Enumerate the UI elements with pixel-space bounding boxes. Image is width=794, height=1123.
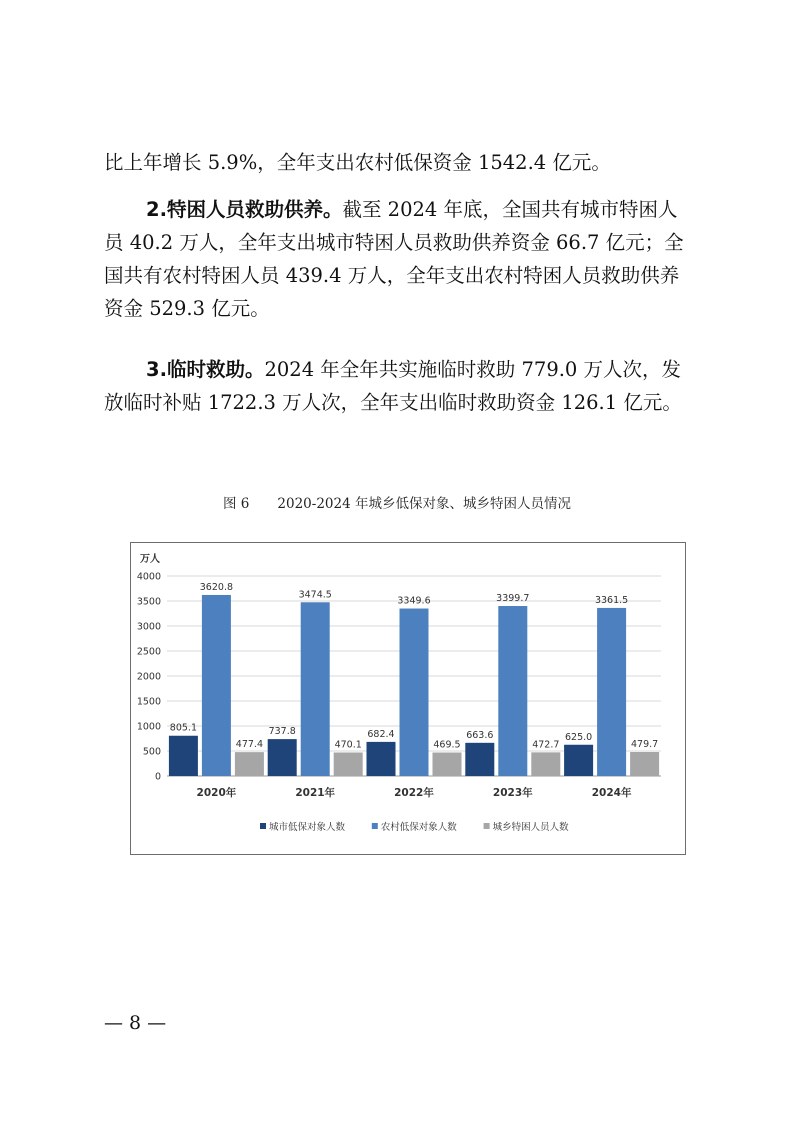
legend-swatch bbox=[372, 823, 378, 829]
bar bbox=[301, 602, 330, 776]
bar bbox=[268, 739, 297, 776]
y-tick-label: 1500 bbox=[136, 696, 161, 708]
data-label: 3349.6 bbox=[397, 595, 431, 607]
paragraph-temporary-assistance bbox=[104, 353, 694, 419]
bar bbox=[531, 752, 560, 776]
data-label: 3474.5 bbox=[298, 589, 332, 601]
bar bbox=[433, 753, 462, 776]
data-label: 3399.7 bbox=[496, 593, 530, 605]
data-label: 3620.8 bbox=[199, 581, 234, 593]
paragraph-text: 截至 2024 年底，全国共有城市特困人员 40.2 万人，全年支出城市特困人员救助供养资金 66.7 亿元；全国共有农村特困人员 439.4 万人，全年支出农村特困人员救助供养资金 529.3 亿元。 bbox=[104, 198, 684, 320]
figure-caption bbox=[0, 492, 794, 512]
legend-swatch bbox=[484, 823, 490, 829]
data-label: 737.8 bbox=[268, 726, 296, 738]
data-label: 663.6 bbox=[466, 729, 494, 741]
bar-chart bbox=[130, 542, 686, 855]
page-number: — 8 — bbox=[104, 1012, 167, 1034]
x-tick-label: 2020年 bbox=[196, 787, 237, 799]
bar bbox=[367, 742, 396, 776]
x-tick-label: 2024年 bbox=[591, 787, 632, 799]
paragraph-text: 2024 年全年共实施临时救助 779.0 万人次，发放临时补贴 1722.3 万人次，全年支出临时救助资金 126.1 亿元。 bbox=[104, 358, 682, 414]
chart-canvas bbox=[131, 543, 685, 854]
y-tick-label: 500 bbox=[142, 746, 161, 758]
x-tick-label: 2021年 bbox=[295, 787, 336, 799]
data-label: 3361.5 bbox=[594, 594, 629, 606]
bar bbox=[630, 752, 659, 776]
figure-number: 图 6 bbox=[223, 496, 250, 512]
y-tick-label: 2500 bbox=[136, 646, 161, 658]
paragraph-rural-subsistence bbox=[104, 146, 694, 179]
bar bbox=[597, 608, 626, 776]
x-tick-label: 2023年 bbox=[492, 787, 533, 799]
y-tick-label: 3000 bbox=[136, 621, 161, 633]
data-label: 477.4 bbox=[235, 739, 264, 751]
y-tick-label: 0 bbox=[154, 771, 161, 783]
legend-label: 农村低保对象人数 bbox=[380, 822, 457, 833]
paragraph-heading: 3.临时救助。 bbox=[146, 358, 265, 381]
bar bbox=[334, 752, 363, 776]
bar bbox=[465, 743, 494, 776]
y-axis-label: 万人 bbox=[140, 554, 160, 565]
legend-label: 城乡特困人员人数 bbox=[492, 822, 569, 833]
paragraph-special-hardship bbox=[104, 193, 694, 325]
legend-label: 城市低保对象人数 bbox=[269, 822, 346, 833]
data-label: 472.7 bbox=[532, 739, 560, 751]
data-label: 479.7 bbox=[630, 739, 659, 751]
paragraph-heading: 2.特困人员救助供养。 bbox=[146, 198, 343, 221]
data-label: 625.0 bbox=[564, 731, 593, 743]
y-tick-label: 2000 bbox=[136, 671, 161, 683]
figure-title: 2020-2024 年城乡低保对象、城乡特困人员情况 bbox=[277, 496, 571, 512]
bar bbox=[202, 595, 231, 776]
paragraph-text: 比上年增长 5.9%，全年支出农村低保资金 1542.4 亿元。 bbox=[104, 151, 611, 174]
bar bbox=[235, 752, 264, 776]
bar bbox=[498, 606, 527, 776]
y-tick-label: 3500 bbox=[136, 596, 161, 608]
bar bbox=[169, 736, 198, 776]
data-label: 805.1 bbox=[169, 722, 198, 734]
bar bbox=[400, 609, 429, 776]
data-label: 682.4 bbox=[367, 728, 395, 740]
y-tick-label: 4000 bbox=[136, 571, 161, 583]
x-tick-label: 2022年 bbox=[394, 787, 434, 799]
data-label: 469.5 bbox=[433, 739, 461, 751]
data-label: 470.1 bbox=[334, 739, 362, 751]
y-tick-label: 1000 bbox=[136, 721, 161, 733]
legend-swatch bbox=[260, 823, 266, 829]
bar bbox=[564, 745, 593, 776]
